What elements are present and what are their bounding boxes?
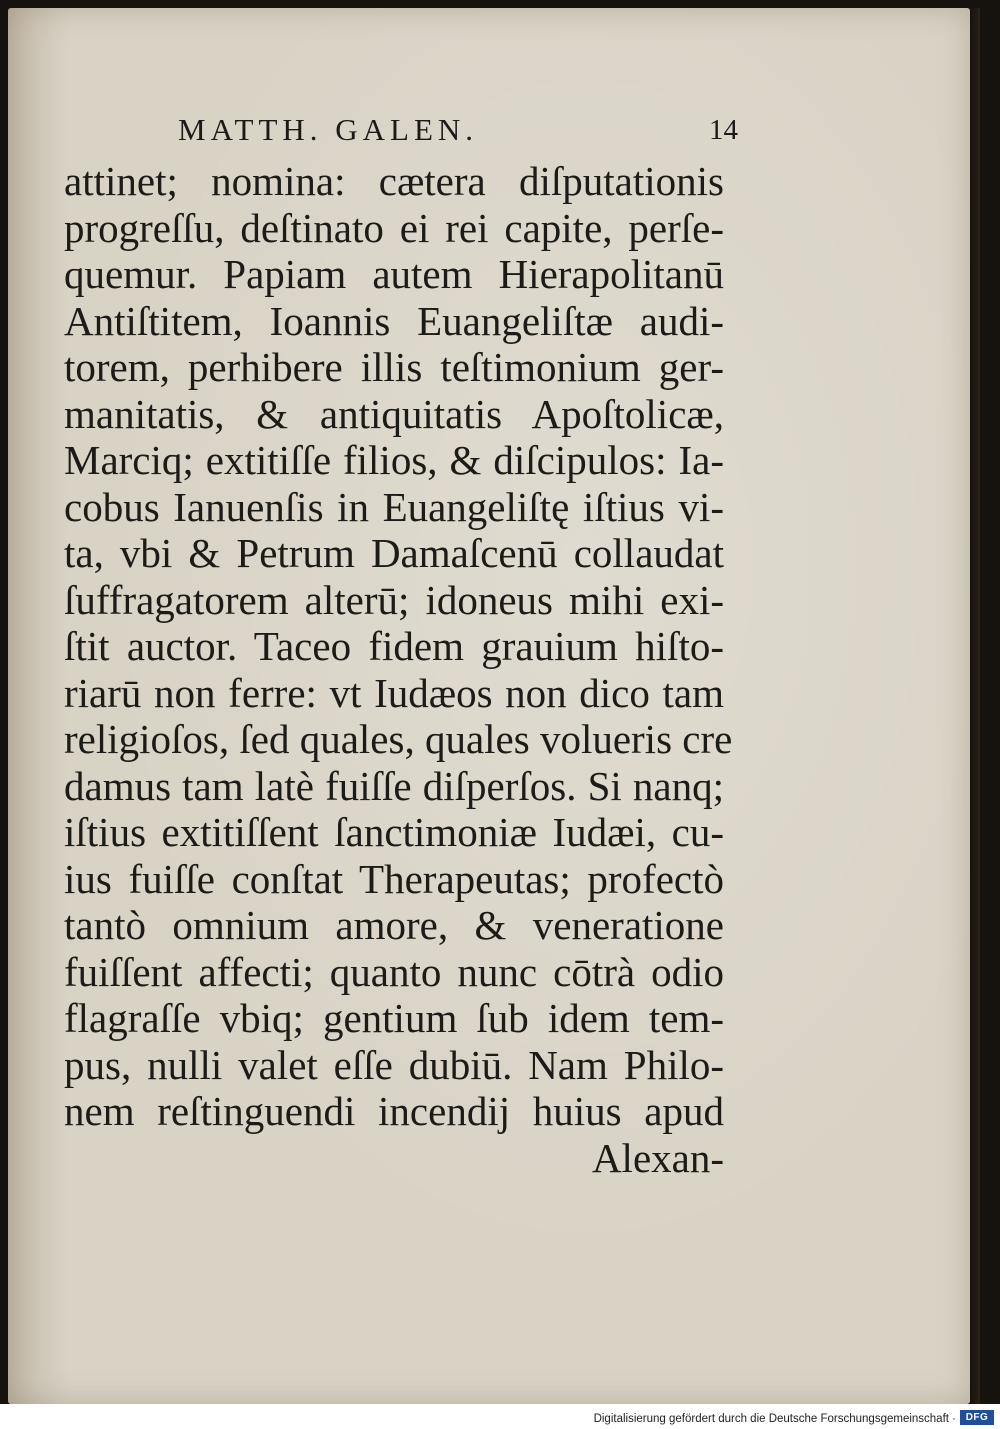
text-line: nem reſtinguendi incendij huius apud [64,1088,724,1134]
text-line: ſuffragatorem alterū; idoneus mihi exi- [64,576,724,623]
text-line: ta, vbi & Petrum Damaſcenū collaudat [64,530,724,576]
catchword: Alexan- [591,1134,724,1181]
book-page [8,8,970,1404]
text-line: ſtit auctor. Taceo fidem grauium hiſto- [64,623,724,669]
text-line: attinet; nomina: cætera diſputationis [64,158,724,204]
text-line: flagraſſe vbiq; gentium ſub idem tem- [64,995,724,1041]
text-line: religioſos, ſed quales, quales volueris cre [64,716,733,762]
text-line: Marciq; extitiſſe filios, & diſcipulos: Ia- [64,437,724,483]
text-line: pus, nulli valet eſſe dubiū. Nam Philo- [64,1041,724,1088]
page-edge-shadow [970,8,980,1404]
text-line: torem, perhibere illis teſtimonium ger- [64,344,724,390]
text-line: progreſſu, deſtinato ei rei capite, perſe- [64,204,724,251]
text-line: tantò omnium amore, & veneratione [64,902,724,948]
running-head [178,112,738,152]
text-line: manitatis, & antiquitatis Apoſtolicæ, [64,390,724,437]
footer-bar [0,1404,1000,1429]
text-line: ius fuiſſe conſtat Therapeutas; profectò [64,855,724,902]
body-text [64,158,733,1181]
text-line: Antiſtitem, Ioannis Euangeliſtæ audi- [64,297,724,344]
funding-credit: Digitalisierung gefördert durch die Deutsche Forschungsgemeinschaft · [593,1413,956,1425]
text-line: cobus Ianuenſis in Euangeliſtę iſtius vi- [64,483,724,530]
running-title: MATTH. GALEN. [178,112,479,147]
page-number: 14 [709,114,738,146]
text-line: quemur. Papiam autem Hierapolitanū [64,251,724,297]
text-line: damus tam latè fuiſſe diſperſos. Si nanq; [64,762,724,809]
dfg-logo-icon: DFG [960,1410,994,1425]
text-line: fuiſſent affecti; quanto nunc cōtrà odio [64,948,724,995]
text-line: riarū non ferre: vt Iudæos non dico tam [64,669,724,716]
text-line: iſtius extitiſſent ſanctimoniæ Iudæi, cu- [64,809,724,855]
